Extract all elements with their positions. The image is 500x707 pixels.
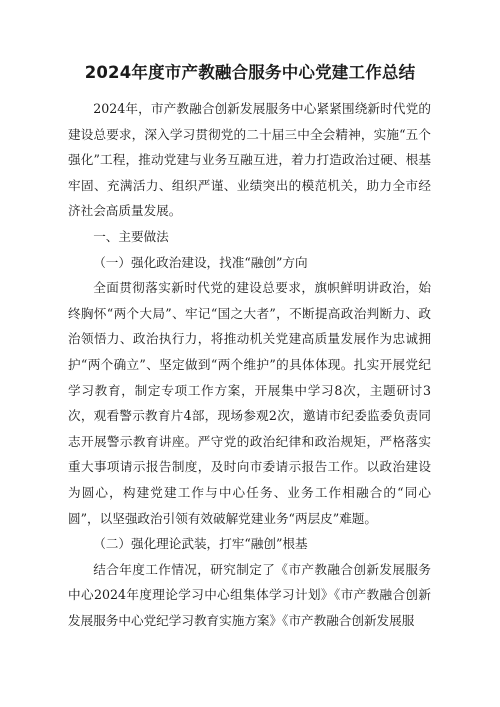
section-heading: 一、主要做法 [93, 228, 169, 244]
subsection-heading-1: （一）强化政治建设，找准“融创”方向 [93, 254, 308, 270]
document-body [68, 96, 431, 633]
intro-paragraph: 2024年，市产教融合创新发展服务中心紧紧围绕新时代党的建设总要求，深入学习贯彻党的二十届三中全会精神，实施“五个强化”工程，推动党建与业务互融互进，着力打造政治过硬、根基牢固、充满活力、组织严谨、业绩突出的模范机关，助力全市经济社会高质量发展。 [68, 101, 431, 219]
document-title: 2024年度市产教融合服务中心党建工作总结 [84, 63, 416, 82]
subsection-body-2: 结合年度工作情况，研究制定了《市产教融合创新发展服务中心2024年度理论学习中心组集体学习计划》《市产教融合创新发展服务中心党纪学习教育实施方案》《市产教融合创新发展服 [68, 561, 431, 628]
subsection-heading-2: （二）强化理论武装，打牢“融创”根基 [93, 536, 308, 552]
subsection-body-1: 全面贯彻落实新时代党的建设总要求，旗帜鲜明讲政治，始终胸怀“两个大局”、牢记“国之大者”，不断提高政治判断力、政治领悟力、政治执行力，将推动机关党建高质量发展作为忠诚拥护“两个确立”、坚定做到“两个维护”的具体体现。扎实开展党纪学习教育，制定专项工作方案，开展集中学习8次，主题研讨3次，观看警示教育片4部，现场参观2次，邀请市纪委监委负责同志开展警示教育讲座。严守党的政治纪律和政治规矩，严格落实重大事项请示报告制度，及时向市委请示报告工作。以政治建设为圆心，构建党建工作与中心任务、业务工作相融合的“同心圆”，以坚强政治引领有效破解党建业务“两层皮”难题。 [68, 280, 431, 526]
